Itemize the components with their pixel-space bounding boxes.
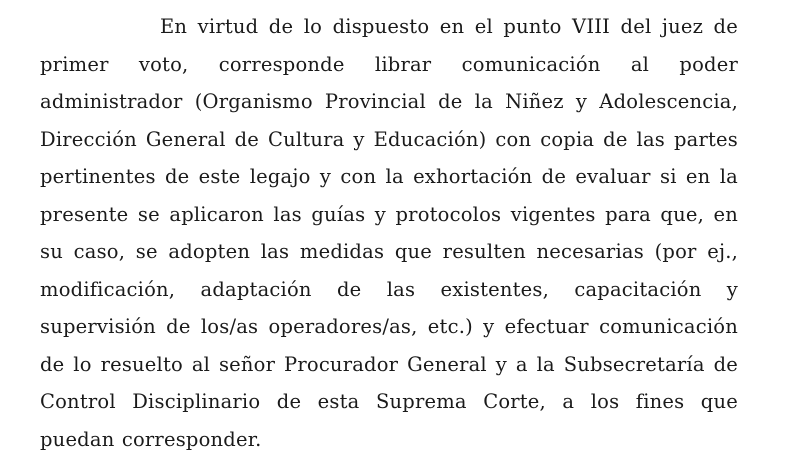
document-paragraph: En virtud de lo dispuesto en el punto VIII del juez de primer voto, corresponde librar comunicación al poder administrador (Organismo Provincial de la Niñez y Adolescencia, Dirección General de Cultura y Educación) con copia de las partes pertinentes de este legajo y con la exhortación de evaluar si en la presente se aplicaron las guías y protocolos vigentes para que, en su caso, se adopten las medidas que resulten necesarias (por ej., modificación, adaptación de las existentes, capacitación y supervisión de los/as operadores/as, etc.) y efectuar comunicación de lo resuelto al señor Procurador General y a la Subsecretaría de Control Disciplinario de esta Suprema Corte, a los fines que puedan corresponder. (40, 15, 738, 451)
